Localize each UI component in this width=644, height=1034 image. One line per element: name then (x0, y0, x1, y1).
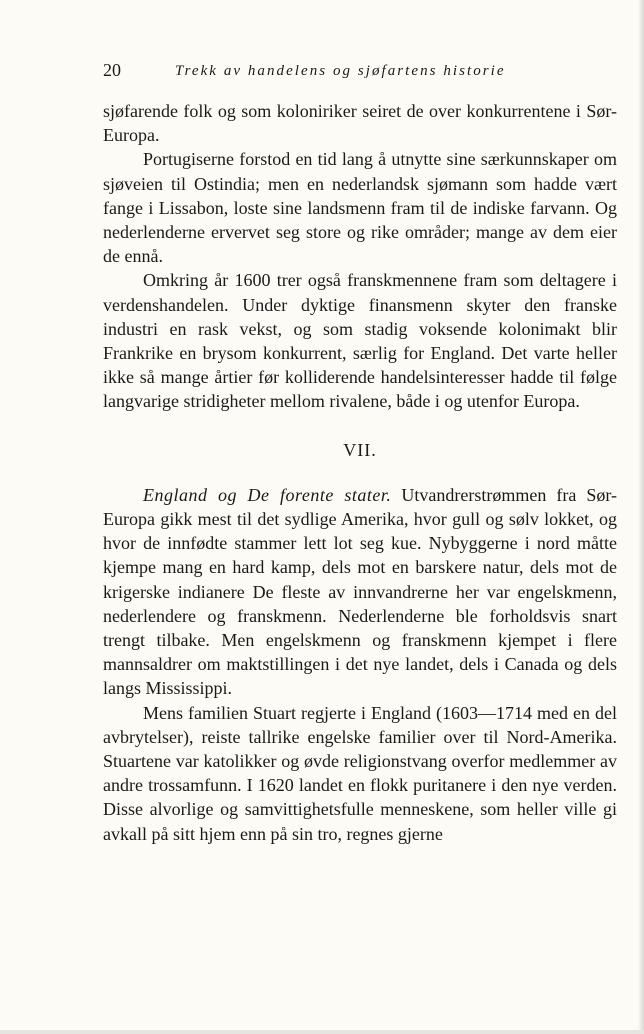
body-text (103, 99, 617, 846)
paragraph-england-lead (103, 483, 617, 701)
section-lead-text: Utvandrerstrømmen fra Sør-Europa gikk mest til det sydlige Amerika, hvor gull og sølv lokket, og hvor de innfødte stammer lett lot seg kue. Nybyggerne i nord måtte kjempe mang en hard kamp, dels mot en barskere natur, dels mot de krigerske indianere De fleste av innvandrerne her var engelskmenn, nederlendere og franskmenn. Nederlenderne ble forholdsvis snart trengt tilbake. Men engelskmenn og franskmenn kjempet i flere mannsaldrer om maktstillingen i det nye landet, dels i Canada og dels langs Mississippi. (103, 484, 617, 699)
running-title: Trekk av handelens og sjøfartens historie (175, 63, 506, 79)
paragraph-stuart: Mens familien Stuart regjerte i England (1603—1714 med en del avbrytelser), reiste tallrike engelske familier over til Nord-Amerika. Stuartene var katolikker og øvde religionstvang overfor medlemmer av andre trossamfunn. I 1620 landet en flokk puritanere i den nye verden. Disse alvorlige og samvittighetsfulle menneskene, som heller ville gi avkall på sitt hjem enn på sin tro, regnes gjerne (103, 702, 617, 844)
page-edge-shadow (638, 0, 644, 1034)
page-number: 20 (103, 60, 121, 80)
section-heading: VII. (343, 439, 377, 460)
paragraph-portugiserne: Portugiserne forstod en tid lang å utnytte sine særkunnskaper om sjøveien til Ostindia; men en nederlandsk sjømann som hadde vært fange i Lissabon, loste sine landsmenn fram til de indiske farvann. Og nederlenderne ervervet seg store og rike områder; mange av dem eier de ennå. (103, 149, 617, 267)
paragraph-continuation: sjøfarende folk og som koloniriker seiret de over konkurrentene i Sør-Europa. (103, 101, 617, 146)
paragraph-omkring-1600: Omkring år 1600 trer også franskmennene fram som deltagere i verdenshandelen. Under dyktige finansmenn skyter den franske industri en rask vekst, og som stadig voksende kolonimakt blir Frankrike en brysom konkurrent, særlig for England. Det varte heller ikke så mange årtier før kolliderende handelsinteresser hadde til følge langvarige stridigheter mellom rivalene, både i og utenfor Europa. (103, 270, 617, 412)
page-bottom-edge (0, 1030, 644, 1034)
section-lead-title: England og De forente stater. (143, 484, 392, 505)
page-header (103, 59, 617, 83)
